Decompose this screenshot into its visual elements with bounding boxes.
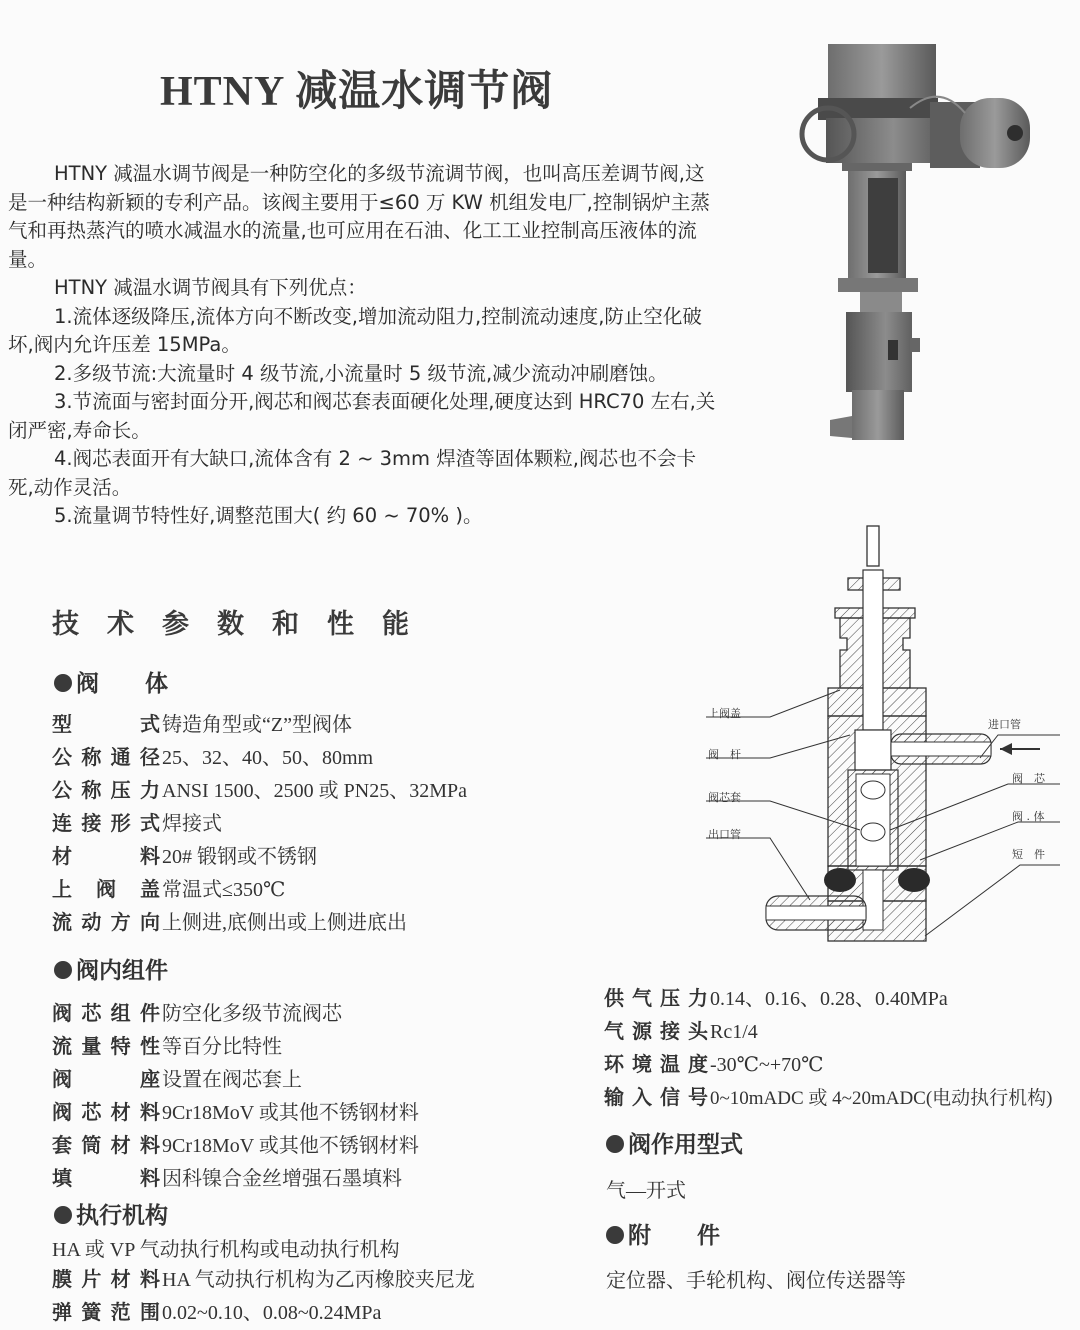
trim-heading: 阀内组件 xyxy=(54,952,168,985)
actuator-heading: 执行机构 xyxy=(54,1197,168,1230)
intro-text xyxy=(8,160,718,531)
label-cage: 阀芯套 xyxy=(708,791,741,804)
advantage-item: 2.多级节流:大流量时 4 级节流,小流量时 5 级节流,减少流动冲刷磨蚀。 xyxy=(54,361,668,385)
spec-row: 型式 铸造角型或“Z”型阀体 xyxy=(52,712,352,736)
label-spool: 短 件 xyxy=(1012,848,1045,861)
advantage-item: 4.阀芯表面开有大缺口,流体含有 2 ~ 3mm 焊渣等固体颗粒,阀芯也不会卡死,动作灵活。 xyxy=(8,447,696,499)
bullet-icon xyxy=(54,961,72,979)
spec-row: 流量特性 等百分比特性 xyxy=(52,1034,282,1058)
spec-row: 弹簧范围 0.02~0.10、0.08~0.24MPa xyxy=(52,1300,382,1324)
specs-section-title: 技术参数和性能 xyxy=(52,609,437,640)
spec-row: 膜片材料 HA 气动执行机构为乙丙橡胶夹尼龙 xyxy=(52,1267,475,1291)
label-inlet: 进口管 xyxy=(988,718,1021,731)
valve-body-heading: 阀 体 xyxy=(54,665,168,698)
spec-row: 流动方向 上侧进,底侧出或上侧进底出 xyxy=(52,910,407,934)
label-body: 阀 . 体 xyxy=(1012,810,1045,823)
label-outlet: 出口管 xyxy=(708,828,741,841)
spec-row: 公称压力 ANSI 1500、2500 或 PN25、32MPa xyxy=(52,778,468,802)
spec-row: 公称通径 25、32、40、50、80mm xyxy=(52,745,374,769)
bullet-icon xyxy=(606,1226,624,1244)
spec-row: 填料 因科镍合金丝增强石墨填料 xyxy=(52,1166,402,1190)
valve-body-specs xyxy=(52,708,467,939)
spec-row: 连接形式 焊接式 xyxy=(52,811,222,835)
label-bonnet: 上阀盖 xyxy=(708,707,741,720)
intro-paragraph: HTNY 减温水调节阀是一种防空化的多级节流调节阀，也叫高压差调节阀,这是一种结构新颖的专利产品。该阀主要用于≤60 万 KW 机组发电厂,控制锅炉主蒸气和再热蒸汽的喷水减温水的流量,也可应用在石油、化工工业控制高压液体的流量。 xyxy=(8,162,710,271)
bullet-icon xyxy=(606,1135,624,1153)
accessories-heading: 附 件 xyxy=(606,1217,720,1250)
spec-row: 材料 20# 锻钢或不锈钢 xyxy=(52,844,317,868)
actuator-specs xyxy=(52,1263,475,1329)
spec-row: 上阀盖 常温式≤350℃ xyxy=(52,877,286,901)
actuator-types: HA 或 VP 气动执行机构或电动执行机构 xyxy=(52,1239,400,1261)
advantage-item: 3.节流面与密封面分开,阀芯和阀芯套表面硬化处理,硬度达到 HRC70 左右,关闭严密,寿命长。 xyxy=(8,390,716,442)
label-plug: 阀 芯 xyxy=(1012,772,1045,785)
advantages-heading: HTNY 减温水调节阀具有下列优点： xyxy=(54,276,367,299)
spec-row: 阀芯组件 防空化多级节流阀芯 xyxy=(52,1001,342,1025)
bullet-icon xyxy=(54,1206,72,1224)
spec-row: 气源接头 Rc1/4 xyxy=(604,1019,758,1043)
spec-row: 阀座 设置在阀芯套上 xyxy=(52,1067,302,1091)
spec-row: 供气压力 0.14、0.16、0.28、0.40MPa xyxy=(604,986,948,1010)
spec-row: 环境温度 -30℃~+70℃ xyxy=(604,1052,824,1076)
accessories-value: 定位器、手轮机构、阀位传送器等 xyxy=(606,1270,906,1292)
actuator-extra-specs xyxy=(604,982,1053,1114)
label-stem: 阀 杆 xyxy=(708,748,741,761)
action-type-value: 气—开式 xyxy=(606,1180,686,1202)
valve-product-photo xyxy=(790,38,1040,443)
trim-specs xyxy=(52,997,419,1195)
spec-row: 阀芯材料 9Cr18MoV 或其他不锈钢材料 xyxy=(52,1100,419,1124)
page-title: HTNY 减温水调节阀 xyxy=(160,69,554,115)
spec-row: 输入信号 0~10mADC 或 4~20mADC(电动执行机构) xyxy=(604,1085,1053,1109)
valve-cross-section-diagram xyxy=(700,520,1080,950)
bullet-icon xyxy=(54,674,72,692)
action-type-heading: 阀作用型式 xyxy=(606,1126,743,1159)
advantage-item: 5.流量调节特性好,调整范围大( 约 60 ~ 70% )。 xyxy=(54,504,483,527)
advantage-item: 1.流体逐级降压,流体方向不断改变,增加流动阻力,控制流动速度,防止空化破坏,阀内允许压差 15MPa。 xyxy=(8,304,702,356)
spec-row: 套筒材料 9Cr18MoV 或其他不锈钢材料 xyxy=(52,1133,419,1157)
